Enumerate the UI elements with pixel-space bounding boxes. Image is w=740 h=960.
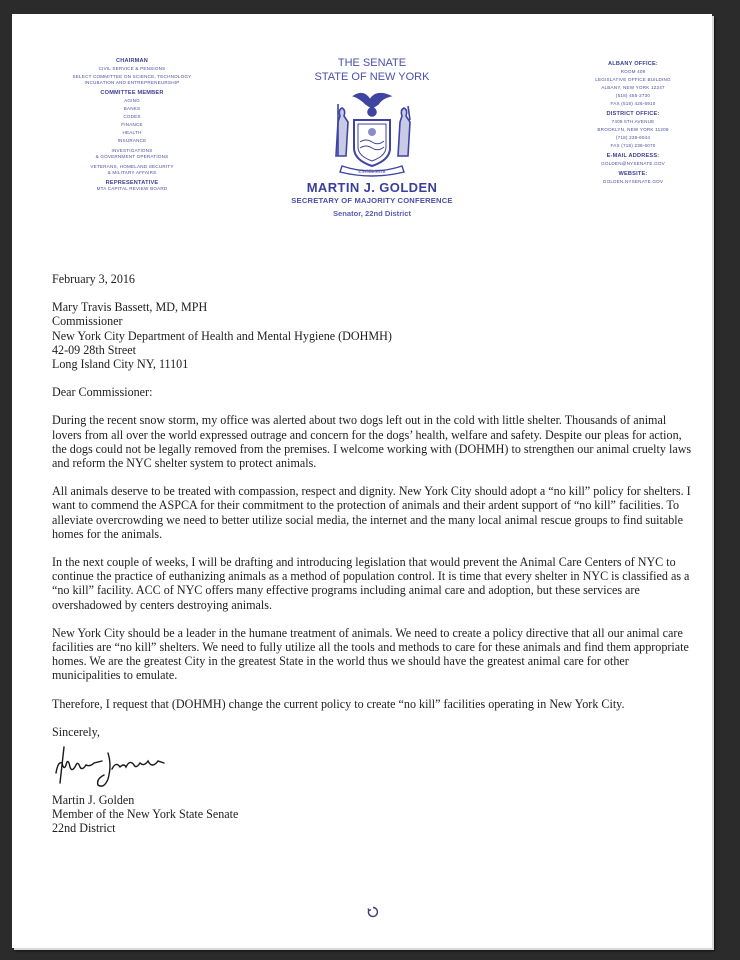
paragraph: In the next couple of weeks, I will be drafting and introducing legislation that would prevent the Animal Care Centers of NYC to continue the practice of euthanizing animals as a method of population control. It is time that every shelter in NYC is classified as a “no kill” facility. ACC of NYC offers many effective programs including animal care and adoption, but these services are overshadowed by centers destroying animals. bbox=[52, 555, 690, 612]
committee-item: INSURANCE bbox=[117, 138, 147, 143]
website: GOLDEN.NYSENATE.GOV bbox=[602, 179, 664, 184]
office-line: ROOM 409 bbox=[620, 69, 646, 74]
letter-body bbox=[52, 272, 692, 836]
office-heading: ALBANY OFFICE: bbox=[608, 61, 658, 67]
letter-page bbox=[12, 14, 712, 948]
senate-title: THE SENATE bbox=[337, 57, 407, 69]
committee-item: SELECT COMMITTEE ON SCIENCE, TECHNOLOGY bbox=[72, 74, 192, 79]
office-line: FAX (518) 426-6910 bbox=[610, 101, 656, 106]
senator-title: SECRETARY OF MAJORITY CONFERENCE bbox=[291, 196, 453, 205]
letterhead-committees bbox=[42, 55, 222, 193]
committee-heading: REPRESENTATIVE bbox=[105, 180, 159, 186]
office-line: 7408 5TH AVENUE bbox=[611, 119, 655, 124]
committee-item: FINANCE bbox=[121, 122, 143, 127]
letterhead-center bbox=[257, 56, 487, 218]
signer-district: 22nd District bbox=[52, 821, 116, 836]
recipient-address bbox=[52, 300, 692, 371]
signer-block bbox=[52, 793, 692, 836]
committee-item: VETERANS, HOMELAND SECURITY bbox=[90, 164, 174, 169]
committee-item: AGING bbox=[124, 98, 140, 103]
recipient-title: Commissioner bbox=[52, 314, 123, 329]
closing: Sincerely, bbox=[52, 724, 100, 739]
recipient-city: Long Island City NY, 11101 bbox=[52, 357, 189, 372]
senator-district: Senator, 22nd District bbox=[332, 209, 412, 218]
committee-item: INVESTIGATIONS bbox=[111, 148, 153, 153]
committee-heading: CHAIRMAN bbox=[115, 58, 149, 64]
committee-heading: COMMITTEE MEMBER bbox=[100, 90, 164, 96]
office-line: (518) 455-2730 bbox=[615, 93, 651, 98]
office-heading: DISTRICT OFFICE: bbox=[606, 111, 660, 117]
letterhead-offices bbox=[567, 58, 699, 186]
office-line: FAX (718) 238-6070 bbox=[610, 143, 656, 148]
office-line: ALBANY, NEW YORK 12247 bbox=[601, 85, 665, 90]
office-line: BROOKLYN, NEW YORK 11209 bbox=[597, 127, 669, 132]
committee-item: & GOVERNMENT OPERATIONS bbox=[95, 154, 169, 159]
paragraph: During the recent snow storm, my office was alerted about two dogs left out in the cold with little shelter. Thousands of animal lovers from all over the world expressed outrage and concern for the dogs’ health, welfare and safety. Despite our pleas for action, the dogs could not be legally removed from the premises. I welcome working with (DOHMH) to strengthen our animal cruelty laws and reform the NYC shelter system to protect animals. bbox=[52, 413, 692, 471]
senator-name: MARTIN J. GOLDEN bbox=[306, 180, 438, 195]
letter-date: February 3, 2016 bbox=[52, 272, 135, 286]
committee-item: CIVIL SERVICE & PENSIONS bbox=[98, 66, 166, 71]
committee-item: BANKS bbox=[123, 106, 141, 111]
salutation: Dear Commissioner: bbox=[52, 385, 153, 400]
recipient-name: Mary Travis Bassett, MD, MPH bbox=[52, 300, 208, 315]
committee-item: INCUBATION AND ENTREPRENEURSHIP bbox=[84, 80, 180, 85]
paragraph: Therefore, I request that (DOHMH) change the current policy to create “no kill” facilities operating in New York City. bbox=[52, 696, 625, 711]
recipient-street: 42-09 28th Street bbox=[52, 342, 136, 357]
email-address: GOLDEN@NYSENATE.GOV bbox=[601, 161, 665, 166]
committee-item: CODES bbox=[123, 114, 141, 119]
office-line: LEGISLATIVE OFFICE BUILDING bbox=[595, 77, 671, 82]
svg-text:EXCELSIOR: EXCELSIOR bbox=[358, 170, 386, 175]
recycle-icon bbox=[367, 906, 379, 918]
new-york-state-seal-icon bbox=[324, 86, 420, 178]
state-title: STATE OF NEW YORK bbox=[314, 71, 430, 83]
signer-name: Martin J. Golden bbox=[52, 793, 135, 808]
paragraph: New York City should be a leader in the humane treatment of animals. We need to create a policy directive that all our animal care facilities are “no kill” shelters. We need to fully utilize all the tools and methods to care for these animals and find them appropriate homes. We are the greatest City in the greatest State in the world thus we should have the greatest animal care for other municipalities to emulate. bbox=[52, 625, 689, 683]
recipient-organization: New York City Department of Health and Mental Hygiene (DOHMH) bbox=[52, 328, 392, 343]
paragraph: All animals deserve to be treated with compassion, respect and dignity. New York City should adopt a “no kill” policy for shelters. I want to commend the ASPCA for their commitment to the protection of animals and their ardent support of “no kill” facilities. To alleviate overcrowding we need to better utilize social media, the internet and the many local animal rescue groups to find suitable homes for the animals. bbox=[52, 484, 691, 541]
office-heading: E-MAIL ADDRESS: bbox=[606, 153, 660, 159]
office-heading: WEBSITE: bbox=[618, 171, 648, 177]
signer-title: Member of the New York State Senate bbox=[52, 807, 239, 822]
committee-item: & MILITARY AFFAIRS bbox=[107, 170, 157, 175]
committee-item: MTA CAPITAL REVIEW BOARD bbox=[96, 186, 168, 191]
office-line: (718) 238-6044 bbox=[615, 135, 651, 140]
committee-item: HEALTH bbox=[122, 130, 142, 135]
signature-icon bbox=[50, 743, 180, 793]
